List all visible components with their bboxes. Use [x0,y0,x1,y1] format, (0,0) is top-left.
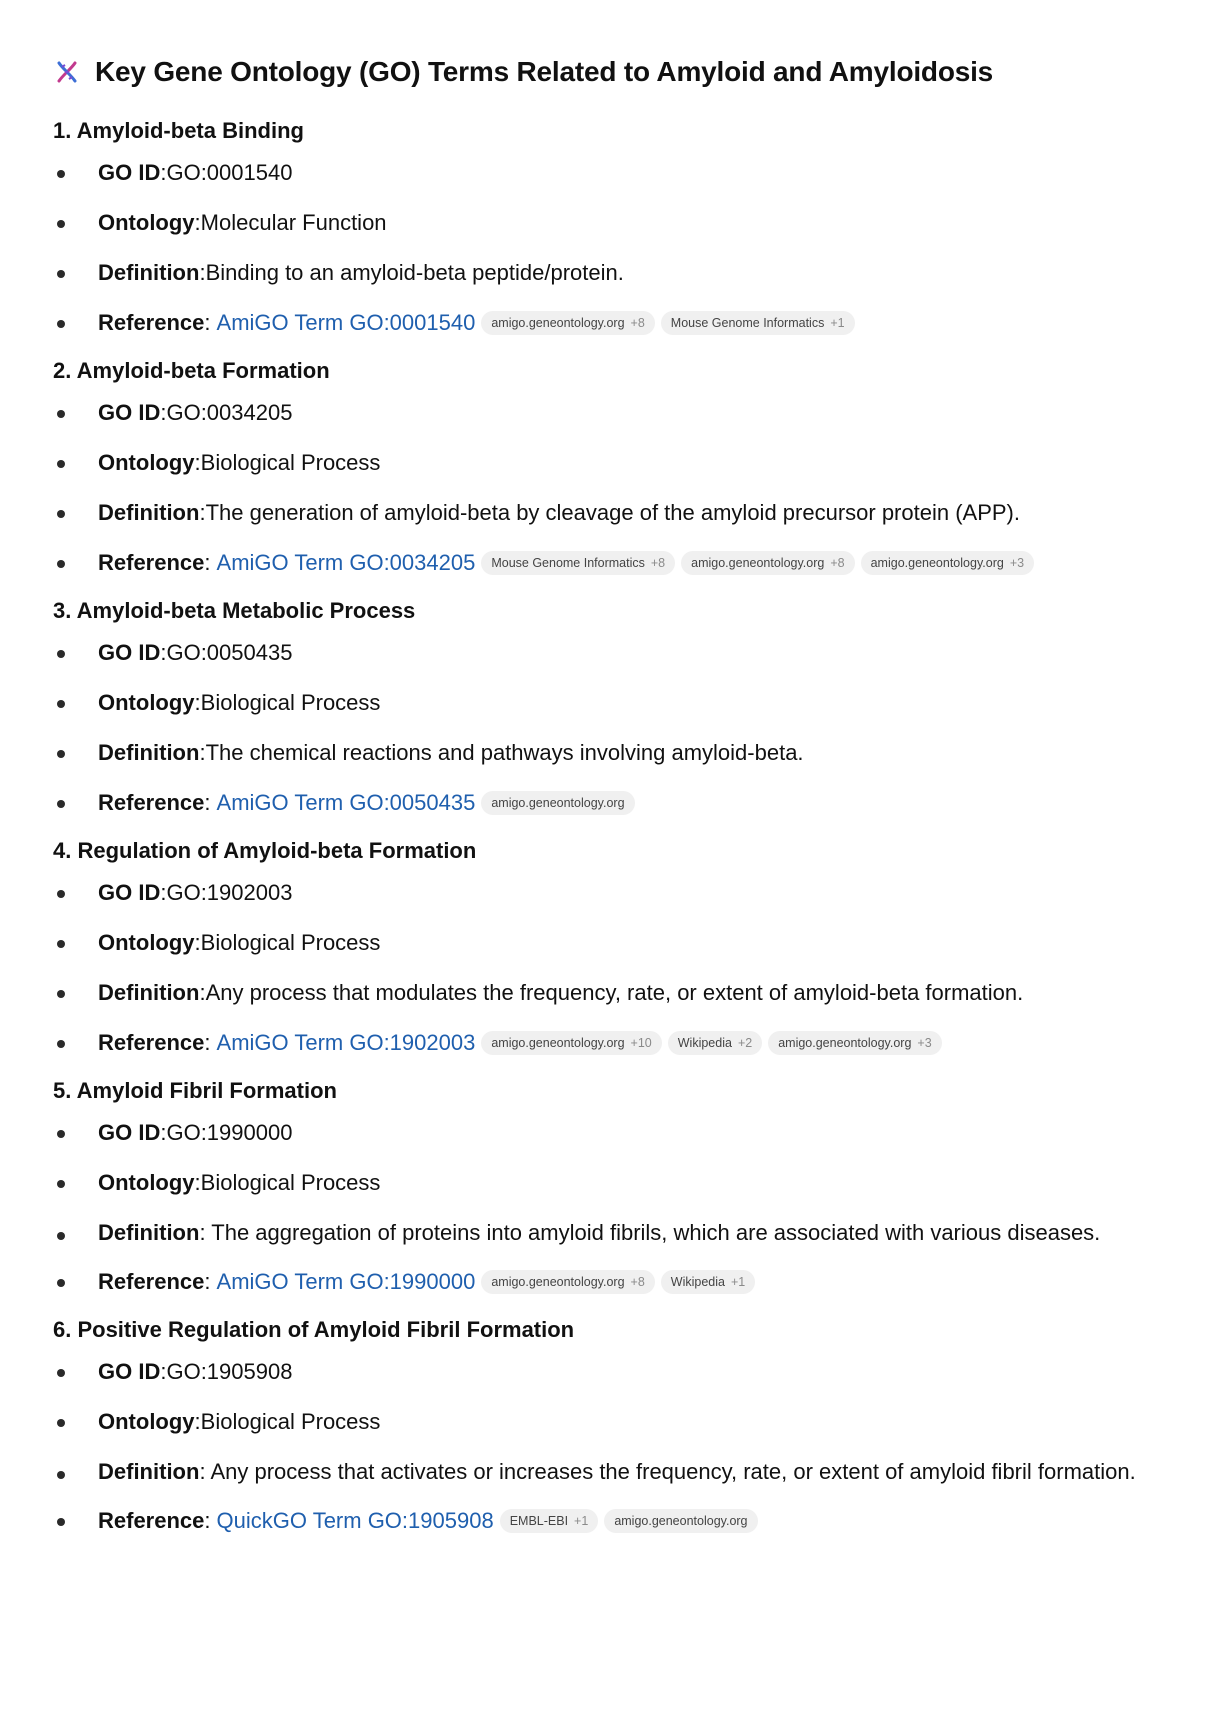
field-value: Any process that activates or increases the frequency, rate, or extent of amyloid fibril formation. [210,1459,1136,1484]
section-heading: 6. Positive Regulation of Amyloid Fibril Formation [53,1317,575,1342]
term-properties [53,628,1155,828]
definition-item [53,1208,1155,1257]
reference-link[interactable]: QuickGO Term GO:1905908 [216,1508,494,1533]
field-colon: : [194,210,201,235]
field-value: GO:0001540 [166,160,293,185]
field-value: GO:0034205 [166,400,293,425]
ontology-item [53,678,1155,728]
go-term-section [53,354,1155,588]
field-label: GO ID [98,400,161,425]
field-label: Reference [98,790,205,815]
source-chip[interactable] [481,1031,661,1055]
field-label: Ontology [98,930,195,955]
field-label: GO ID [98,640,161,665]
term-properties [53,1108,1155,1307]
reference-link[interactable]: AmiGO Term GO:1902003 [216,1030,476,1055]
field-value: The chemical reactions and pathways involving amyloid-beta. [205,740,804,765]
field-colon: : [204,1030,211,1055]
source-chip-name: amigo.geneontology.org [614,1514,748,1528]
go-id-item [53,868,1155,918]
reference-item [53,538,1155,588]
field-value: Biological Process [200,1170,381,1195]
source-chip-count: +3 [1009,556,1025,570]
field-value: Molecular Function [200,210,387,235]
source-chip-count: +10 [630,1036,652,1050]
reference-item [53,1496,1155,1546]
source-chip-count: +3 [917,1036,932,1050]
section-heading: 2. Amyloid-beta Formation [53,358,330,383]
source-chip-name: Wikipedia [670,1275,725,1289]
field-label: GO ID [98,160,161,185]
source-chip-count: +8 [650,556,666,570]
term-properties [53,1347,1155,1546]
reference-link[interactable]: AmiGO Term GO:0050435 [216,790,476,815]
field-label: Ontology [98,210,195,235]
go-term-section [53,594,1155,828]
field-colon: : [199,740,206,765]
field-colon: : [194,690,201,715]
definition-item [53,968,1155,1018]
field-colon: : [194,1170,201,1195]
field-label: Ontology [98,1409,195,1434]
go-term-section [53,114,1155,348]
source-chip[interactable] [604,1509,757,1533]
reference-item [53,1257,1155,1307]
field-label: Definition [98,980,200,1005]
source-chip[interactable] [661,1270,755,1294]
definition-item [53,248,1155,298]
field-colon: : [194,1409,201,1434]
field-value: Biological Process [200,690,381,715]
term-list [53,114,1155,1546]
source-chip-name: amigo.geneontology.org [491,796,625,810]
source-chip-name: amigo.geneontology.org [491,1275,625,1289]
source-chip[interactable] [661,311,855,335]
field-colon: : [160,400,167,425]
go-term-section [53,1313,1155,1546]
source-chip-count: +8 [830,556,845,570]
section-heading: 5. Amyloid Fibril Formation [53,1078,337,1103]
ontology-item [53,438,1155,488]
source-chip-name: Mouse Genome Informatics [491,556,645,570]
source-chip[interactable] [481,311,654,335]
ontology-item [53,918,1155,968]
field-label: Definition [98,500,200,525]
field-value: The generation of amyloid-beta by cleavage of the amyloid precursor protein (APP). [205,500,1020,525]
definition-item [53,728,1155,778]
source-chip-name: amigo.geneontology.org [491,1036,625,1050]
source-chip-name: amigo.geneontology.org [778,1036,912,1050]
field-label: Reference [98,1030,205,1055]
source-chip-name: EMBL-EBI [509,1514,569,1528]
source-chip[interactable] [481,1270,654,1294]
field-colon: : [199,980,206,1005]
field-colon: : [160,640,167,665]
dna-icon [53,58,81,86]
definition-item [53,1447,1155,1496]
document-header [53,52,1155,92]
section-heading: 1. Amyloid-beta Binding [53,118,304,143]
source-chip[interactable] [681,551,854,575]
go-id-item [53,1108,1155,1158]
field-colon: : [160,1120,167,1145]
go-term-section [53,1074,1155,1307]
source-chip-count: +1 [574,1514,589,1528]
field-colon: : [194,450,201,475]
reference-link[interactable]: AmiGO Term GO:1990000 [216,1269,476,1294]
section-heading: 4. Regulation of Amyloid-beta Formation [53,838,477,863]
field-value: GO:1902003 [166,880,293,905]
term-properties [53,388,1155,588]
source-chip-count: +8 [630,316,645,330]
go-term-section [53,834,1155,1068]
field-label: Reference [98,1269,205,1294]
field-label: Definition [98,1459,200,1484]
source-chip[interactable] [481,551,675,575]
source-chip-name: Mouse Genome Informatics [670,316,825,330]
field-colon: : [160,1359,167,1384]
field-label: GO ID [98,1120,161,1145]
source-chip-count: +1 [730,1275,746,1289]
source-chip-count: +1 [830,316,845,330]
term-properties [53,148,1155,348]
field-label: Definition [98,740,200,765]
page-title: Key Gene Ontology (GO) Terms Related to Amyloid and Amyloidosis [95,56,994,87]
field-value: Biological Process [200,930,381,955]
go-id-item [53,388,1155,438]
source-chip-count: +8 [630,1275,645,1289]
go-id-item [53,628,1155,678]
source-chip-name: amigo.geneontology.org [491,316,625,330]
source-chip-name: amigo.geneontology.org [691,556,825,570]
ontology-item [53,1158,1155,1208]
definition-item [53,488,1155,538]
field-value: GO:0050435 [166,640,293,665]
field-colon: : [199,1459,206,1484]
reference-item [53,298,1155,348]
field-colon: : [194,930,201,955]
go-id-item [53,148,1155,198]
field-colon: : [199,260,206,285]
reference-link[interactable]: AmiGO Term GO:0001540 [216,310,476,335]
source-chip[interactable] [500,1509,599,1533]
reference-link[interactable]: AmiGO Term GO:0034205 [216,550,476,575]
ontology-item [53,198,1155,248]
field-value: GO:1990000 [166,1120,293,1145]
source-chip[interactable] [861,551,1034,575]
field-label: GO ID [98,1359,161,1384]
field-label: Reference [98,310,205,335]
field-colon: : [204,1269,211,1294]
field-colon: : [160,880,167,905]
field-value: The aggregation of proteins into amyloid fibrils, which are associated with various diseases. [211,1220,1101,1245]
section-heading: 3. Amyloid-beta Metabolic Process [53,598,416,623]
field-value: Biological Process [200,450,381,475]
source-chip-count: +2 [737,1036,753,1050]
field-label: Ontology [98,1170,195,1195]
field-colon: : [204,310,211,335]
go-id-item [53,1347,1155,1397]
field-label: Reference [98,1508,205,1533]
source-chip-name: amigo.geneontology.org [870,556,1004,570]
field-colon: : [204,550,211,575]
term-properties [53,868,1155,1068]
source-chip[interactable] [668,1031,762,1055]
reference-item [53,1018,1155,1068]
source-chip[interactable] [768,1031,941,1055]
field-label: GO ID [98,880,161,905]
field-colon: : [199,1220,206,1245]
field-colon: : [204,1508,211,1533]
source-chip-name: Wikipedia [677,1036,732,1050]
reference-item [53,778,1155,828]
field-label: Ontology [98,690,195,715]
field-value: Biological Process [200,1409,381,1434]
source-chip[interactable] [481,791,634,815]
ontology-item [53,1397,1155,1447]
field-label: Ontology [98,450,195,475]
field-label: Definition [98,260,200,285]
field-label: Reference [98,550,205,575]
field-value: GO:1905908 [166,1359,293,1384]
field-colon: : [199,500,206,525]
field-label: Definition [98,1220,200,1245]
field-colon: : [204,790,211,815]
field-value: Binding to an amyloid-beta peptide/protein. [205,260,624,285]
field-value: Any process that modulates the frequency, rate, or extent of amyloid-beta formation. [205,980,1024,1005]
field-colon: : [160,160,167,185]
